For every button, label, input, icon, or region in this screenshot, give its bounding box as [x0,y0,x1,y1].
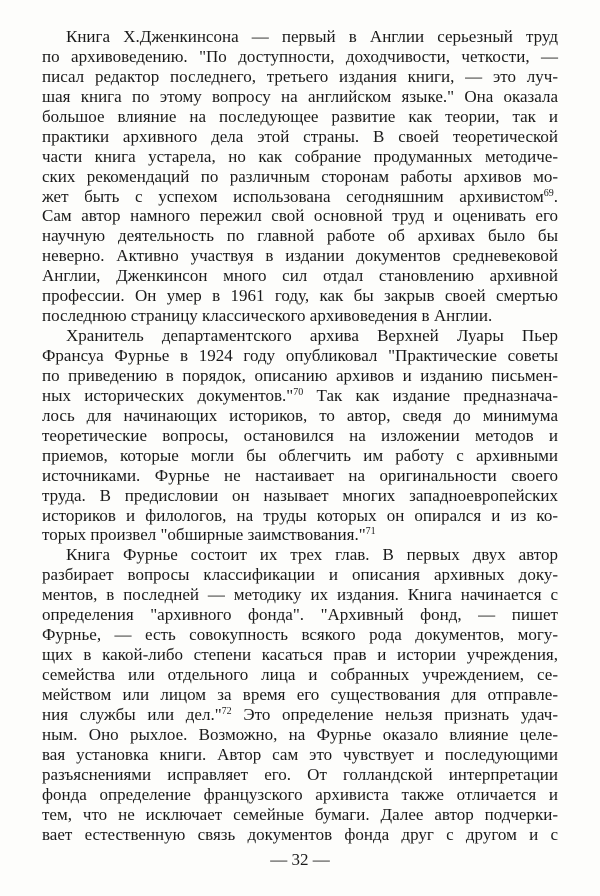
text-line [42,446,558,466]
text-line [42,705,558,725]
line-text: семейства или отдельного лица и собранных учреждением, се- [42,665,558,684]
line-text: Хранитель департаментского архива Верхней Луары Пьер [66,326,558,346]
line-text: ным. Оно рыхлое. Возможно, на Фурнье оказало влияние целе- [42,724,558,744]
line-text: шая книга по этому вопросу на английском языке." Она оказала [42,86,558,106]
text-line [42,665,558,685]
line-text: тем, что не исключает семейные бумаги. Далее автор подчерки- [42,804,558,824]
text-line [42,625,558,645]
paragraph [42,545,558,844]
line-text: фонда определение французского архивиста также отличается и [42,784,558,804]
page-number: — 32 — [270,850,330,869]
line-text: труда. В предисловии он называет многих западноевропейских [42,485,558,505]
text-line [42,286,558,306]
line-text: профессии. Он умер в 1961 году, как бы закрыв своей смертью [42,286,558,306]
line-text: вает естественную связь документов фонда друг с другом и с [42,824,558,844]
footnote-ref: 72 [221,705,232,717]
text-line [42,525,558,545]
text-line [42,47,558,67]
line-text: по приведению в порядок, описанию архивов и изданию письмен- [42,365,558,385]
text-line [42,386,558,406]
text-line [42,565,558,585]
line-text: неверно. Активно участвуя в издании документов средневековой [42,246,558,266]
line-text: большое влияние на последующее развитие как теории, так и [42,106,558,126]
text-line [42,206,558,226]
text-line [42,226,558,246]
text-line [42,466,558,486]
line-text: по архивоведению. "По доступности, доходчивости, четкости, — [42,46,558,66]
text-line [42,605,558,625]
line-text: писал редактор последнего, третьего издания книги, — это луч- [42,66,558,86]
line-text: щих в какой-либо степени касаться прав и истории учреждения, [42,645,558,665]
text-line [42,87,558,107]
text-line [42,27,558,47]
line-text: источниками. Фурнье не настаивает на оригинальности своего [42,465,558,485]
text-line [42,785,558,805]
line-text: определения "архивного фонда". "Архивный фонд, — пишет [42,605,558,625]
footnote-ref: 71 [365,526,376,538]
text-line [42,107,558,127]
paragraph [42,326,558,545]
line-text: научную деятельность по главной работе об архивах было бы [42,226,558,246]
text-line [42,825,558,845]
line-text: Англии, Дженкинсон много сил отдал становлению архивной [42,266,558,286]
text-line [42,545,558,565]
text-line [42,765,558,785]
line-text: разбирает вопросы классификации и описания архивных доку- [42,565,558,585]
text-line [42,326,558,346]
line-text: ментов, в последней — методику их издания. Книга начинается с [42,585,558,605]
text-line [42,346,558,366]
line-text: ских рекомендаций по различным сторонам работы архивов мо- [42,166,558,186]
text-line [42,67,558,87]
line-text: ных исторических документов."$^{70}$ Так как издание предназнача- [42,385,558,405]
line-text: Книга Фурнье состоит их трех глав. В первых двух автор [66,545,558,565]
line-text: историков и филологов, на труды которых он опирался и из ко- [42,505,558,525]
text-line [42,725,558,745]
text-line [42,745,558,765]
line-text: ния службы или дел."$^{72}$ Это определение нельзя признать удач- [42,704,558,724]
line-text: лось для начинающих историков, то автор, сведя до минимума [42,405,558,425]
line-text: торых произвел "обширные заимствования."$^{71}$ [42,525,376,545]
text-line [42,246,558,266]
text-line [42,127,558,147]
page-body [42,27,558,844]
footnote-ref: 70 [293,386,304,398]
footnote-ref: 69 [543,187,554,199]
paragraph [42,27,558,326]
line-text: практики архивного дела этой страны. В своей теоретической [42,126,558,146]
text-line [42,426,558,446]
line-text: Сам автор намного пережил свой основной труд и оценивать его [42,206,558,226]
text-line [42,685,558,705]
text-line [42,585,558,605]
text-line [42,167,558,187]
line-text: мейством или лицом за время его существования для отправле- [42,684,558,704]
text-line [42,306,558,326]
text-line [42,645,558,665]
line-text: части книга устарела, но как собрание продуманных методиче- [42,146,558,166]
text-line [42,187,558,207]
line-text: приемов, которые могли бы облегчить им работу с архивными [42,445,558,465]
line-text: теоретические вопросы, остановился на изложении методов и [42,425,558,445]
line-text: Фурнье, — есть совокупность всякого рода документов, могу- [42,625,558,645]
line-text: Книга Х.Дженкинсона — первый в Англии серьезный труд [66,27,558,46]
text-line [42,506,558,526]
text-line [42,486,558,506]
line-text: Франсуа Фурнье в 1924 году опубликовал "Практические советы [42,346,558,365]
text-line [42,366,558,386]
text-line [42,266,558,286]
text-line [42,805,558,825]
line-text: последнюю страницу классического архивоведения в Англии. [42,306,493,326]
line-text: вая установка книги. Автор сам это чувствует и последующими [42,744,558,764]
line-text: разъяснениями исправляет его. От голландской интерпретации [42,764,558,784]
line-text: жет быть с успехом использована сегодняшним архивистом$^{69}$. [42,186,558,206]
text-line [42,147,558,167]
text-line [42,406,558,426]
